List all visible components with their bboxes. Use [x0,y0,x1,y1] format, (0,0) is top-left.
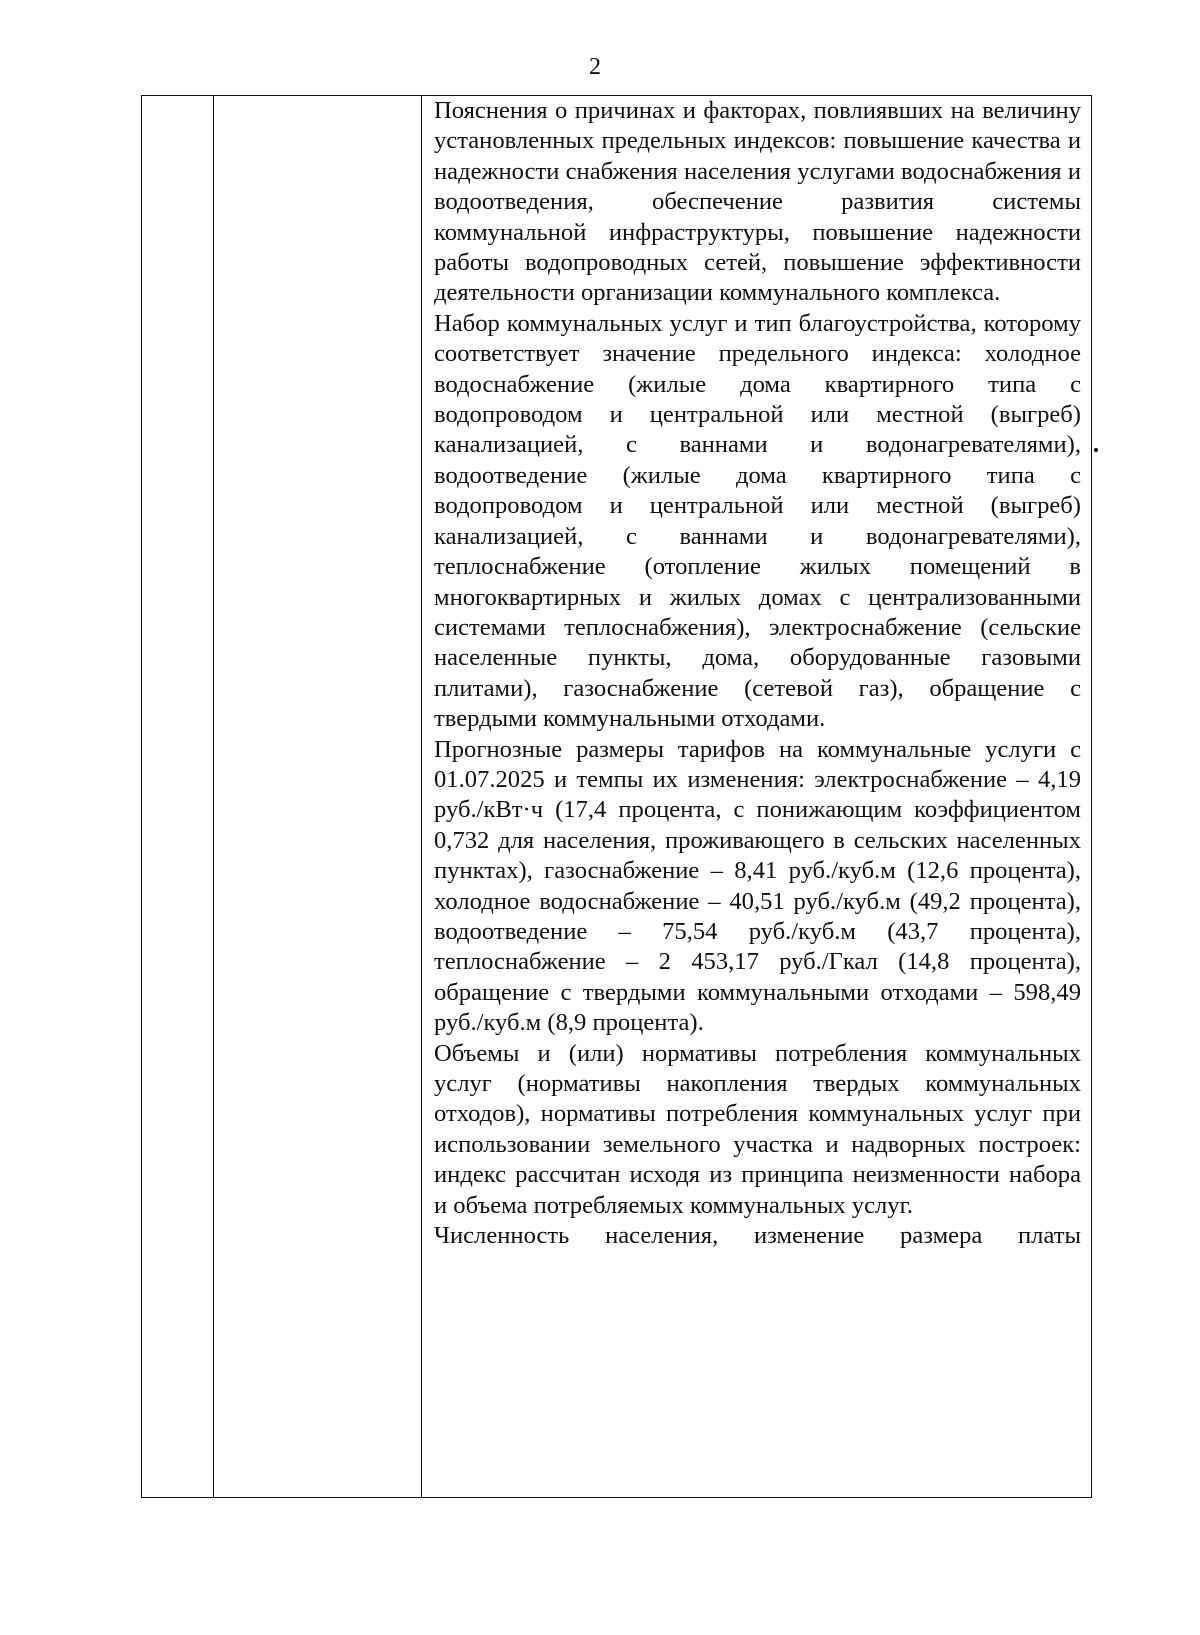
paragraph-factors: Пояснения о причинах и факторах, повлиявших на величину установленных предельных индексов: повышение качества и надежности снабжения населения услугами водоснабжения и водоотведения, обеспечение развития системы коммунальной инфраструктуры, повышение надежности работы водопроводных сетей, повышение эффективности деятельности организации коммунального комплекса. [434,97,1081,307]
table-cell-number [142,96,214,1498]
document-table [141,95,1092,1498]
table-cell-description [422,96,1092,1498]
scan-artifact-dot [1094,448,1098,452]
paragraph-tariffs: Прогнозные размеры тарифов на коммунальные услуги с 01.07.2025 и темпы их изменения: электроснабжение – 4,19 руб./кВт·ч (17,4 процента, с понижающим коэффициентом 0,732 для населения, проживающего в сельских населенных пунктах), газоснабжение – 8,41 руб./куб.м (12,6 процента), холодное водоснабжение – 40,51 руб./куб.м (49,2 процента), водоотведение – 75,54 руб./куб.м (43,7 процента), теплоснабжение – 2 453,17 руб./Гкал (14,8 процента), обращение с твердыми коммунальными отходами – 598,49 руб./куб.м (8,9 процента). [434,735,1081,1037]
page-number: 2 [589,54,601,80]
paragraph-services-set: Набор коммунальных услуг и тип благоустройства, которому соответствует значение предельного индекса: холодное водоснабжение (жилые дома квартирного типа с водопроводом и центральной или местной (выгреб) канализацией, с ваннами и водонагревателями), водоотведение (жилые дома квартирного типа с водопроводом и центральной или местной (выгреб) канализацией, с ваннами и водонагревателями), теплоснабжение (отопление жилых помещений в многоквартирных и жилых домах с централизованными системами теплоснабжения), электроснабжение (сельские населенные пункты, дома, оборудованные газовыми плитами), газоснабжение (сетевой газ), обращение с твердыми коммунальными отходами. [434,309,1081,733]
paragraph-consumption: Объемы и (или) нормативы потребления коммунальных услуг (нормативы накопления твердых коммунальных отходов), нормативы потребления коммунальных услуг при использовании земельного участка и надворных построек: индекс рассчитан исходя из принципа неизменности набора и объема потребляемых коммунальных услуг. [434,1039,1081,1219]
table-row [142,96,1092,1498]
paragraph-population: Численность населения, изменение размера платы [434,1222,1081,1250]
table-cell-name [214,96,422,1498]
